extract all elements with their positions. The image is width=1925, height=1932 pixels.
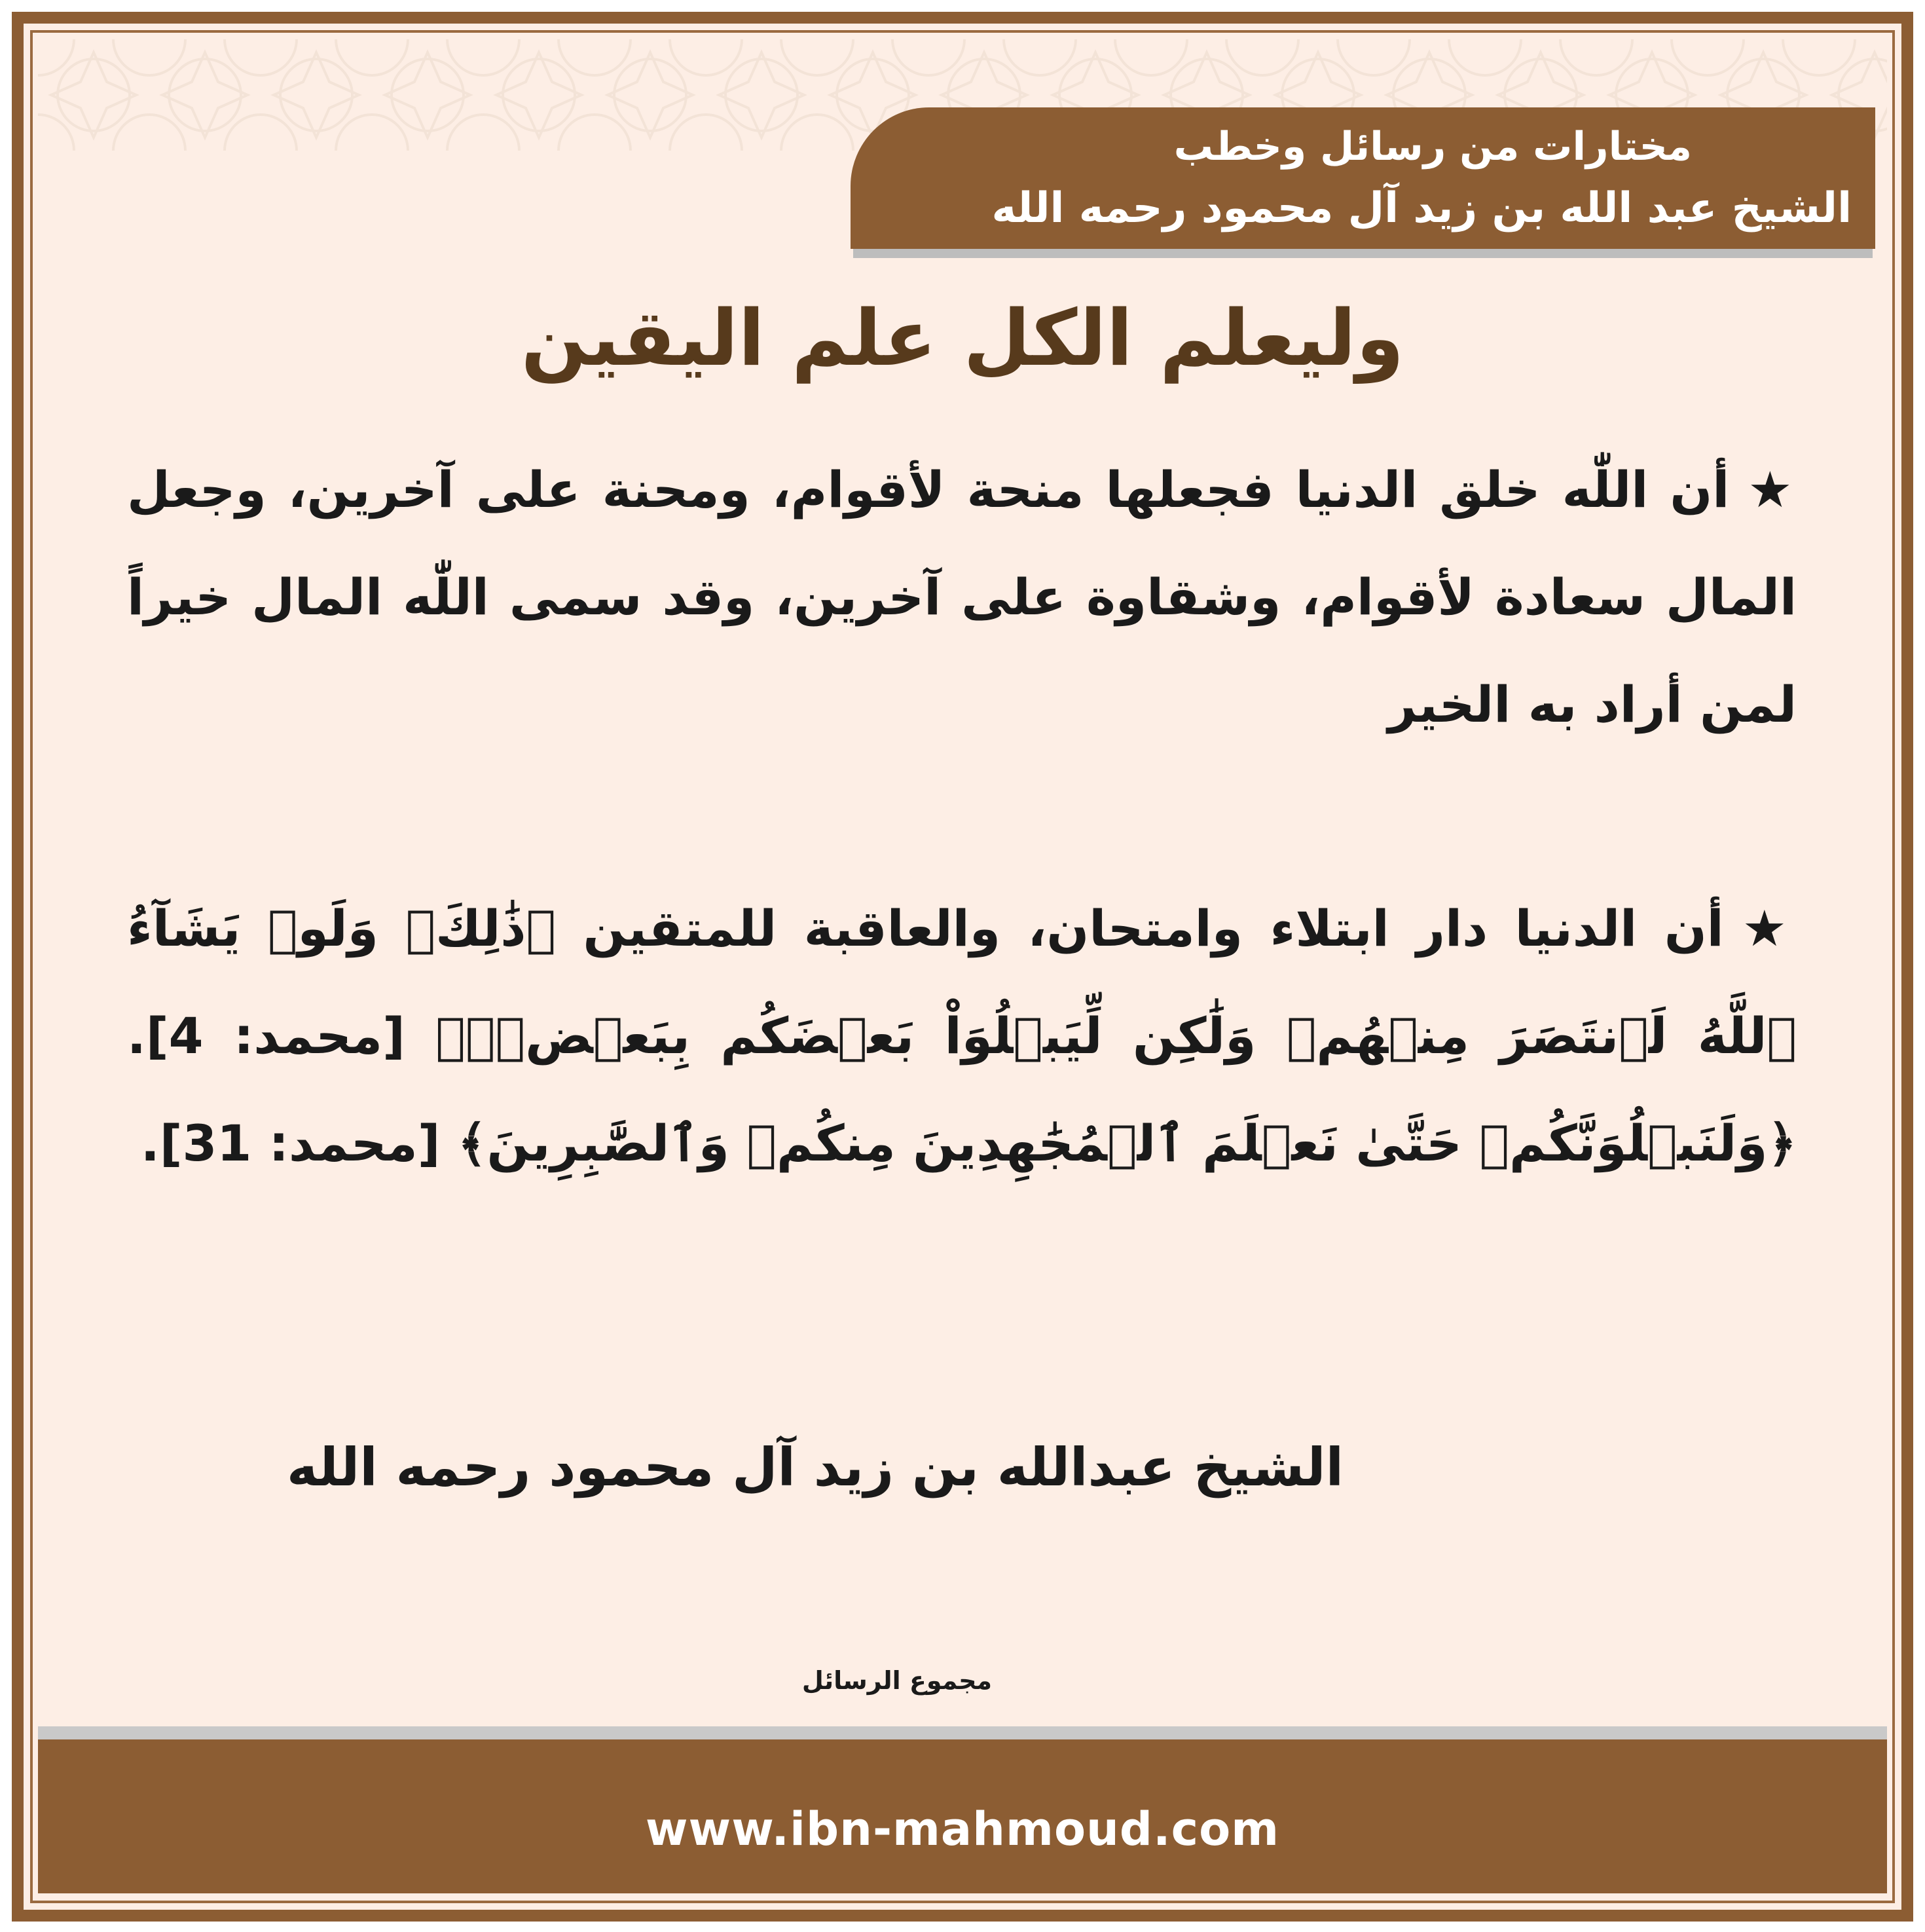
paragraph-1 (127, 436, 1797, 758)
footer-bar (38, 1739, 1887, 1893)
source-reference: مجموع الرسائل (801, 1666, 993, 1695)
header-series-title: مختارات من رسائل وخطب (1173, 124, 1692, 170)
paragraph-2 (127, 875, 1797, 1197)
star-bullet-icon: ★ (1742, 899, 1797, 957)
star-bullet-icon: ★ (1748, 460, 1797, 519)
header-banner (851, 107, 1875, 249)
paragraph-2-text: أن الدنيا دار ابتلاء وامتحان، والعاقبة للمتقين ﴿ذَٰلِكَۖ وَلَوۡ يَشَآءُ ٱللَّهُ لَٱنتَصَرَ مِنۡهُمۡ وَلَٰكِن لِّيَبۡلُوَاْ بَعۡضَكُم بِبَعۡضٖۗ﴾ [محمد: 4]. ﴿وَلَنَبۡلُوَنَّكُمۡ حَتَّىٰ نَعۡلَمَ ٱلۡمُجَٰهِدِينَ مِنكُمۡ وَٱلصَّٰبِرِينَ﴾ [محمد: 31]. (127, 899, 1797, 1172)
page-title: وليعلم الكل علم اليقين (521, 293, 1404, 383)
quote-card (12, 12, 1913, 1922)
website-url: www.ibn-mahmoud.com (645, 1802, 1280, 1856)
header-author-name: الشيخ عبد الله بن زيد آل محمود رحمه الله (991, 184, 1852, 232)
author-signature: الشيخ عبدالله بن زيد آل محمود رحمه الله (287, 1437, 1344, 1498)
paragraph-1-text: أن اللّٰه خلق الدنيا فجعلها منحة لأقوام، ومحنة على آخرين، وجعل المال سعادة لأقوام، وشقاوة على آخرين، وقد سمى اللّٰه المال خيراً لمن أراد به الخير (127, 460, 1797, 734)
